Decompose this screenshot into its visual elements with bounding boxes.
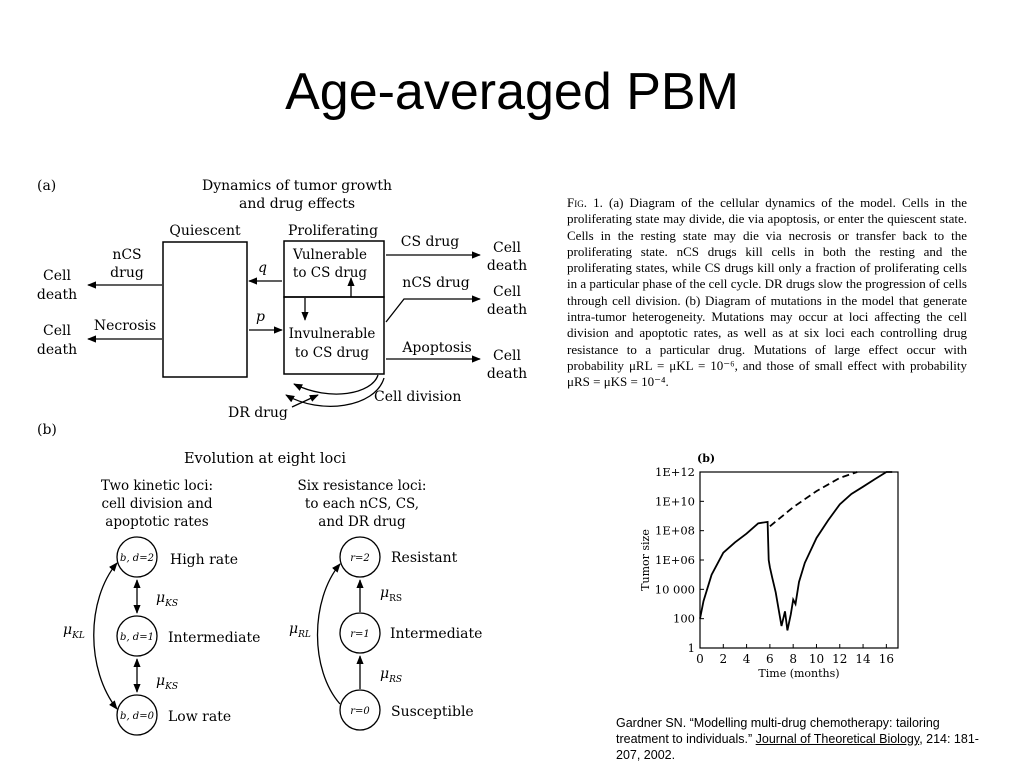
citation bbox=[616, 715, 996, 763]
panel-a bbox=[37, 178, 527, 421]
cell-death-5-cell: Cell bbox=[493, 348, 521, 364]
mu-kl: $\mu_{KL}$ bbox=[63, 622, 85, 641]
cell-death-1-death: death bbox=[36, 287, 78, 303]
x-tick-label: 4 bbox=[742, 652, 751, 666]
mu-ks-upper: $\mu_{KS}$ bbox=[156, 590, 178, 609]
mu-ks-lower: $\mu_{KS}$ bbox=[156, 673, 178, 692]
high-rate-label: High rate bbox=[170, 552, 239, 568]
y-tick-label: 1E+08 bbox=[655, 523, 695, 538]
mu-rs-upper: $\mu_{RS}$ bbox=[380, 585, 403, 604]
cell-death-3-cell: Cell bbox=[493, 240, 521, 256]
node-r1-label: r=1 bbox=[350, 629, 370, 640]
invulnerable-line2: to CS drug bbox=[294, 345, 370, 361]
cell-death-3-death: death bbox=[486, 258, 528, 274]
slide-title: Age-averaged PBM bbox=[285, 63, 739, 121]
resistance-line1: Six resistance loci: bbox=[297, 478, 427, 494]
chart-ylabel: Tumor size bbox=[639, 529, 652, 591]
resistance-line3: and DR drug bbox=[318, 514, 406, 530]
mu-rs-lower: $\mu_{RS}$ bbox=[380, 666, 403, 685]
cell-death-2-death: death bbox=[36, 342, 78, 358]
x-tick-label: 6 bbox=[766, 652, 774, 666]
y-tick-label: 1E+12 bbox=[655, 465, 695, 479]
chart-series-group bbox=[700, 472, 892, 630]
chart-panel-label: (b) bbox=[697, 452, 716, 465]
y-tick-label: 1 bbox=[687, 641, 695, 655]
tumor-size-chart bbox=[639, 452, 898, 680]
quiescent-box bbox=[163, 242, 247, 377]
citation-text-after: , 214: 181-207, 2002. bbox=[616, 732, 979, 762]
apoptosis-label: Apoptosis bbox=[402, 340, 472, 356]
y-tick-label: 1E+06 bbox=[655, 553, 695, 567]
panel-b bbox=[37, 422, 482, 735]
p-label: p bbox=[256, 309, 265, 325]
node-r2-label: r=2 bbox=[350, 553, 370, 564]
citation-text-before: Gardner SN. “Modelling multi-drug chemotherapy: tailoring treatment to individuals.” bbox=[616, 716, 940, 746]
cell-death-1-cell: Cell bbox=[43, 268, 71, 284]
ncs-drug-right-label: nCS drug bbox=[402, 275, 470, 291]
kinetic-line3: apoptotic rates bbox=[105, 514, 209, 530]
kinetic-line1: Two kinetic loci: bbox=[100, 478, 214, 494]
panel-a-title-line2: and drug effects bbox=[238, 196, 356, 212]
ncs-left-line2: drug bbox=[110, 265, 144, 281]
necrosis-label: Necrosis bbox=[93, 318, 157, 334]
y-tick-label: 10 000 bbox=[654, 582, 695, 597]
series-solid-line bbox=[700, 472, 892, 630]
kinetic-intermediate-label: Intermediate bbox=[168, 630, 261, 646]
panel-b-label: (b) bbox=[37, 422, 57, 438]
x-tick-label: 16 bbox=[878, 652, 894, 666]
mu-rl: $\mu_{RL}$ bbox=[289, 621, 311, 640]
caption-fig-label: Fig. 1. bbox=[567, 195, 603, 210]
cell-death-4-death: death bbox=[486, 302, 528, 318]
q-label: q bbox=[258, 260, 267, 276]
low-rate-label: Low rate bbox=[168, 709, 232, 725]
vulnerable-line1: Vulnerable bbox=[292, 247, 368, 263]
proliferating-label: Proliferating bbox=[287, 223, 379, 239]
cell-division-arrow-2 bbox=[286, 378, 384, 406]
resistant-label: Resistant bbox=[391, 550, 458, 566]
x-tick-label: 14 bbox=[855, 652, 871, 666]
node-b0-label: b, d=0 bbox=[120, 711, 154, 722]
ncs-left-line1: nCS bbox=[112, 247, 142, 263]
dr-drug-label: DR drug bbox=[228, 405, 288, 421]
vulnerable-line2: to CS drug bbox=[292, 265, 368, 281]
panel-a-label: (a) bbox=[37, 178, 57, 194]
citation-journal-link[interactable]: Journal of Theoretical Biology bbox=[755, 732, 920, 746]
kinetic-line2: cell division and bbox=[101, 496, 213, 512]
chart-y-axis bbox=[655, 465, 704, 655]
series-dashed-line bbox=[770, 472, 857, 526]
chart-frame bbox=[700, 472, 898, 648]
x-tick-label: 10 bbox=[808, 652, 825, 666]
rl-arc-arrow bbox=[318, 564, 341, 704]
node-r0-label: r=0 bbox=[350, 706, 370, 717]
node-b1-label: b, d=1 bbox=[120, 632, 154, 643]
quiescent-label: Quiescent bbox=[169, 223, 241, 239]
cell-death-5-death: death bbox=[486, 366, 528, 382]
x-tick-label: 8 bbox=[789, 652, 797, 666]
cell-death-4-cell: Cell bbox=[493, 284, 521, 300]
panel-b-title: Evolution at eight loci bbox=[183, 451, 347, 467]
resistance-intermediate-label: Intermediate bbox=[390, 626, 483, 642]
y-tick-label: 1E+10 bbox=[655, 494, 695, 509]
y-tick-label: 100 bbox=[673, 611, 695, 626]
cs-drug-label: CS drug bbox=[400, 234, 460, 250]
chart-xlabel: Time (months) bbox=[758, 667, 840, 680]
ncs-drug-right-arrow bbox=[386, 299, 480, 322]
panel-a-title-line1: Dynamics of tumor growth bbox=[202, 178, 392, 194]
cell-division-label: Cell division bbox=[374, 389, 462, 405]
kl-arc-arrow bbox=[94, 563, 117, 709]
invulnerable-line1: Invulnerable bbox=[288, 326, 376, 342]
caption-text: (a) Diagram of the cellular dynamics of the model. Cells in the proliferating state may divide, die via apoptosis, or enter the quiescent state. Cells in the resting state may die via necrosis or transfer back to the proliferating state. nCS drugs kill cells in both the resting and the proliferating states, while CS drugs kill only a fraction of proliferating cells in a particular phase of the cell cycle. DR drugs slow the progression of cells through cell division. (b) Diagram of mutations in the model that generate intra-tumor heterogeneity. Mutations may occur at loci affecting the cell division and apoptotic rates, as well as at six loci each controlling drug resistance to a particular drug. Mutations of large effect occur with probability μRL = μKL = 10⁻⁶, and those of small effect with probability μRS = μKS = 10⁻⁴. bbox=[567, 195, 968, 390]
cell-division-arrow-1 bbox=[294, 375, 378, 394]
node-b2-label: b, d=2 bbox=[120, 553, 154, 564]
x-tick-label: 0 bbox=[696, 652, 704, 666]
x-tick-label: 12 bbox=[832, 652, 848, 666]
chart-x-axis bbox=[696, 644, 894, 666]
figure-caption bbox=[567, 195, 967, 391]
x-tick-label: 2 bbox=[719, 652, 728, 666]
cell-death-2-cell: Cell bbox=[43, 323, 71, 339]
resistance-line2: to each nCS, CS, bbox=[304, 496, 420, 512]
susceptible-label: Susceptible bbox=[391, 704, 474, 720]
